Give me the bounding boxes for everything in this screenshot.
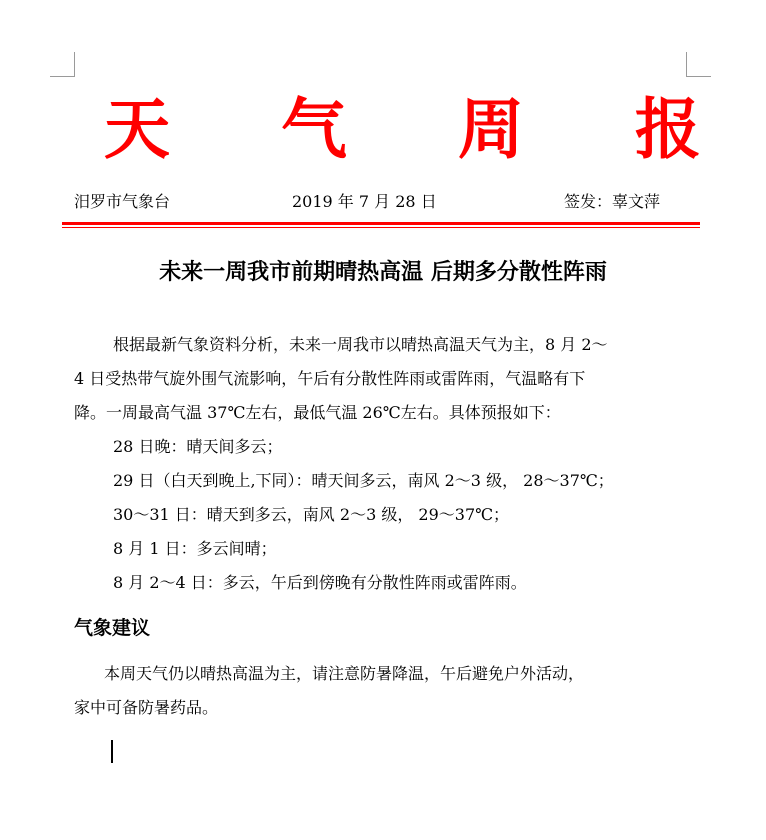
signer[interactable]: 签发：辜文萍	[564, 192, 661, 211]
forecast-item[interactable]: 8 月 1 日：多云间晴；	[113, 539, 277, 558]
masthead-title[interactable]: 天 气 周 报	[104, 91, 745, 168]
crop-mark-top-right	[686, 52, 711, 77]
intro-line-2[interactable]: 4 日受热带气旋外围气流影响，午后有分散性阵雨或雷阵雨，气温略有下	[74, 369, 586, 388]
advice-line-2[interactable]: 家中可备防暑药品。	[74, 698, 219, 717]
advice-line-1[interactable]: 本周天气仍以晴热高温为主，请注意防暑降温，午后避免户外活动，	[104, 664, 585, 683]
intro-line-1[interactable]: 根据最新气象资料分析，未来一周我市以晴热高温天气为主，8 月 2～	[113, 335, 608, 354]
header-rule-thin	[62, 227, 700, 228]
intro-line-3[interactable]: 降。一周最高气温 37℃左右，最低气温 26℃左右。具体预报如下：	[74, 403, 561, 422]
article-headline[interactable]: 未来一周我市前期晴热高温 后期多分散性阵雨	[159, 260, 607, 285]
crop-mark-top-left	[50, 52, 75, 77]
forecast-item[interactable]: 30～31 日：晴天到多云，南风 2～3 级， 29～37℃；	[113, 505, 510, 524]
forecast-item[interactable]: 28 日晚：晴天间多云；	[113, 437, 283, 456]
header-rule-thick	[62, 222, 700, 225]
forecast-item[interactable]: 29 日（白天到晚上,下同）：晴天间多云，南风 2～3 级， 28～37℃；	[113, 471, 614, 490]
forecast-item[interactable]: 8 月 2～4 日：多云，午后到傍晚有分散性阵雨或雷阵雨。	[113, 573, 527, 592]
text-cursor	[111, 740, 113, 763]
advice-heading[interactable]: 气象建议	[74, 617, 151, 639]
issue-date[interactable]: 2019 年 7 月 28 日	[292, 192, 437, 211]
issuing-office[interactable]: 汨罗市气象台	[74, 192, 171, 211]
